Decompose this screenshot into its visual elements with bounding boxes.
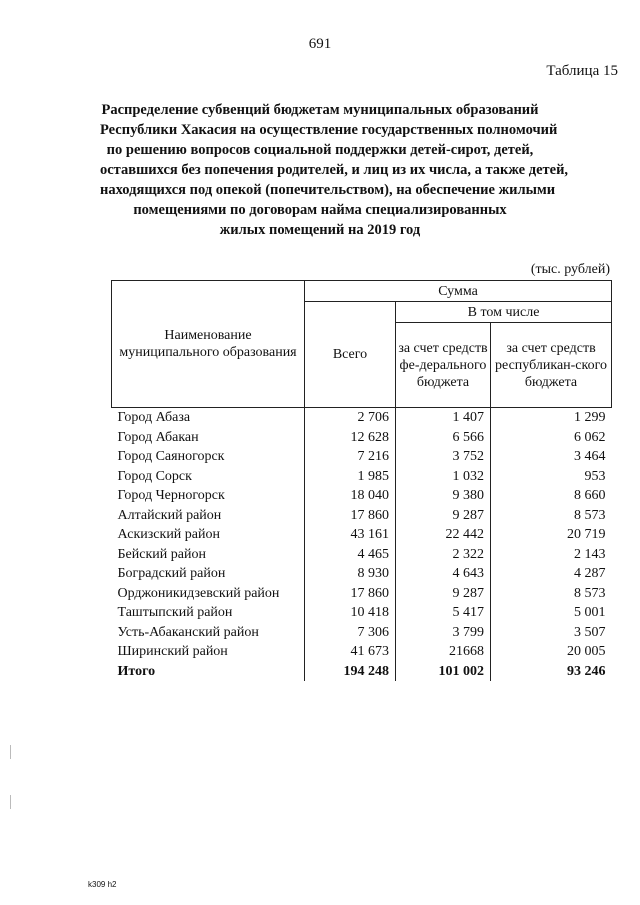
row-federal: 9 380 [396, 486, 491, 506]
margin-mark [10, 795, 11, 809]
row-republic: 6 062 [491, 428, 612, 448]
page-number: 691 [308, 36, 332, 52]
subsidy-table [111, 280, 612, 681]
table-row [112, 584, 612, 604]
header-name: Наименование муниципального образования [112, 281, 305, 408]
row-name: Итого [117, 663, 156, 679]
row-republic: 2 143 [491, 545, 612, 565]
row-name: Город Саяногорск [117, 449, 225, 464]
title-line: Распределение субвенций бюджетам муниципальных образований [101, 102, 539, 118]
row-total: 43 161 [305, 525, 396, 545]
table-row [112, 506, 612, 526]
row-total: 194 248 [305, 662, 396, 682]
row-name: Алтайский район [117, 507, 222, 523]
row-republic: 20 005 [491, 642, 612, 662]
row-total: 1 985 [305, 467, 396, 487]
row-federal: 9 287 [396, 584, 491, 604]
row-federal: 101 002 [396, 662, 491, 682]
table-row [112, 545, 612, 565]
row-republic: 93 246 [491, 662, 612, 682]
row-federal: 1 032 [396, 467, 491, 487]
row-total: 2 706 [305, 408, 396, 428]
row-name: Орджоникидзевский район [117, 585, 280, 601]
table-row [112, 564, 612, 584]
title-line: оставшихся без попечения родителей, и лиц из их числа, а также детей, [100, 162, 569, 178]
table-body [112, 408, 612, 682]
row-name: Город Сорск [117, 468, 192, 484]
row-republic: 3 507 [491, 623, 612, 643]
row-name: Ширинский район [117, 644, 228, 659]
row-federal: 9 287 [396, 506, 491, 526]
table-row [112, 525, 612, 545]
table-row [112, 428, 612, 448]
row-republic: 8 573 [491, 584, 612, 604]
row-total: 10 418 [305, 603, 396, 623]
row-federal: 4 643 [396, 564, 491, 584]
header-federal: за счет средств фе-дерального бюджета [396, 323, 491, 408]
row-total: 7 306 [305, 623, 396, 643]
row-federal: 1 407 [396, 408, 491, 428]
row-republic: 8 660 [491, 486, 612, 506]
row-federal: 3 799 [396, 623, 491, 643]
row-federal: 21668 [396, 642, 491, 662]
row-name: Бейский район [117, 546, 206, 562]
row-total: 12 628 [305, 428, 396, 448]
row-total: 8 930 [305, 564, 396, 584]
header-total: Всего [305, 302, 396, 408]
header-sum: Сумма [305, 281, 612, 302]
table-row [112, 603, 612, 623]
row-republic: 8 573 [491, 506, 612, 526]
table-label: Таблица 15 [546, 63, 618, 79]
table-row [112, 467, 612, 487]
row-total: 17 860 [305, 506, 396, 526]
row-total: 4 465 [305, 545, 396, 565]
row-total: 18 040 [305, 486, 396, 506]
footer-code: k309 h2 [88, 880, 117, 889]
row-federal: 2 322 [396, 545, 491, 565]
header-including: В том числе [396, 302, 612, 323]
row-federal: 22 442 [396, 525, 491, 545]
row-name: Город Абаза [117, 410, 191, 425]
units-label: (тыс. рублей) [530, 262, 610, 277]
row-name: Аскизский район [117, 527, 220, 542]
table-row [112, 447, 612, 467]
row-republic: 953 [491, 467, 612, 487]
row-name: Город Черногорск [117, 488, 225, 503]
row-federal: 6 566 [396, 428, 491, 448]
table-row [112, 642, 612, 662]
title-line: помещениями по договорам найма специализированных [133, 202, 507, 218]
row-republic: 20 719 [491, 525, 612, 545]
row-total: 17 860 [305, 584, 396, 604]
row-republic: 3 464 [491, 447, 612, 467]
row-total: 7 216 [305, 447, 396, 467]
title-line: находящихся под опекой (попечительством), на обеспечение жилыми [100, 182, 556, 198]
title-line: по решению вопросов социальной поддержки детей-сирот, детей, [106, 142, 534, 158]
row-federal: 5 417 [396, 603, 491, 623]
table-row [112, 408, 612, 428]
total-row [112, 662, 612, 682]
title-line: жилых помещений на 2019 год [219, 222, 421, 238]
row-republic: 1 299 [491, 408, 612, 428]
row-name: Боградский район [117, 566, 226, 581]
row-republic: 4 287 [491, 564, 612, 584]
margin-mark [10, 745, 11, 759]
table-row [112, 486, 612, 506]
row-name: Таштыпский район [117, 605, 233, 620]
row-federal: 3 752 [396, 447, 491, 467]
row-republic: 5 001 [491, 603, 612, 623]
document-title [100, 100, 569, 240]
row-name: Усть-Абаканский район [117, 624, 259, 640]
title-line: Республики Хакасия на осуществление государственных полномочий [100, 122, 558, 138]
row-name: Город Абакан [117, 429, 199, 445]
row-total: 41 673 [305, 642, 396, 662]
header-republic: за счет средств республикан-ского бюджета [491, 323, 612, 408]
table-row [112, 623, 612, 643]
